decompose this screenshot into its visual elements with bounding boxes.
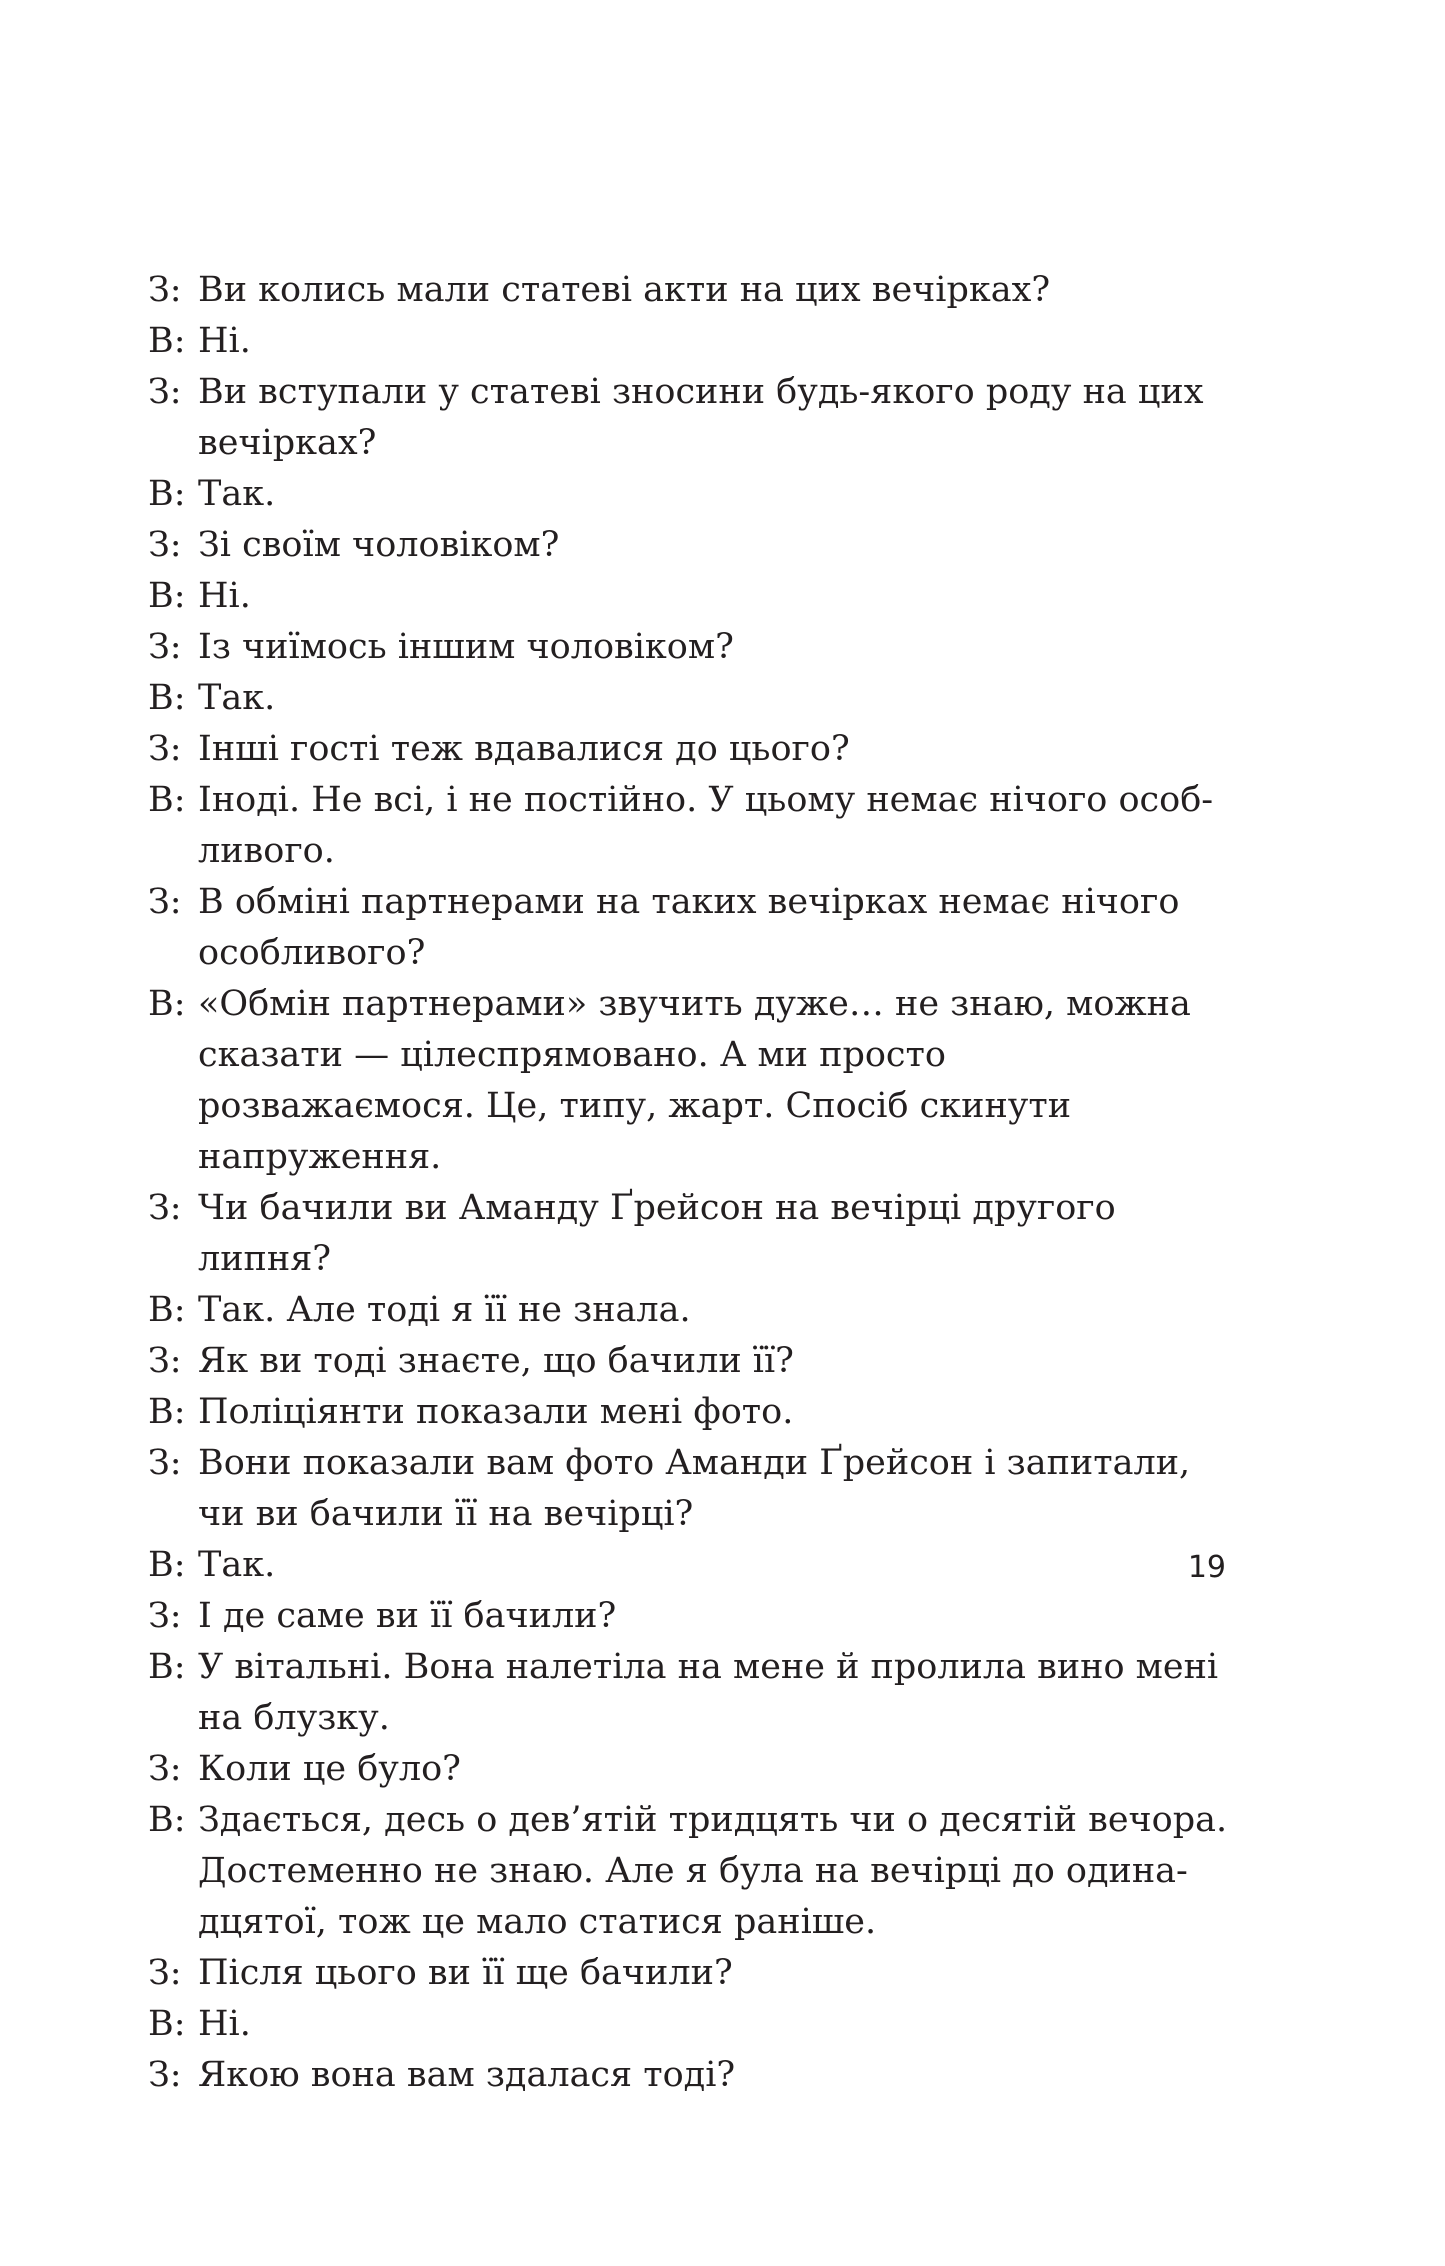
dialogue-line [148, 1948, 1228, 1999]
utterance-text: В обміні партнерами на таких вечірках немає нічого особливого? [198, 882, 1180, 973]
dialogue-line [148, 673, 1228, 724]
dialogue-line [148, 316, 1228, 367]
utterance-text: У вітальні. Вона налетіла на мене й пролила вино мені на блузку. [198, 1647, 1219, 1738]
speaker-label: З: [148, 1953, 182, 1993]
speaker-label: З: [148, 1188, 182, 1228]
utterance-text: Коли це було? [198, 1749, 461, 1789]
speaker-label: В: [148, 780, 186, 820]
dialogue-line [148, 1744, 1228, 1795]
speaker-label: З: [148, 1341, 182, 1381]
utterance-text: Ні. [198, 2004, 251, 2044]
dialogue-line [148, 1336, 1228, 1387]
speaker-label: З: [148, 270, 182, 310]
dialogue-line [148, 775, 1228, 877]
dialogue-line [148, 979, 1228, 1183]
speaker-label: З: [148, 1596, 182, 1636]
speaker-label: З: [148, 2055, 182, 2095]
utterance-text: Ви вступали у статеві зносини будь-якого роду на цих вечірках? [198, 372, 1204, 463]
utterance-text: Інші гості теж вдавалися до цього? [198, 729, 850, 769]
dialogue-line [148, 1438, 1228, 1540]
dialogue-line [148, 2050, 1228, 2101]
dialogue-line [148, 622, 1228, 673]
utterance-text: Поліціянти показали мені фото. [198, 1392, 794, 1432]
speaker-label: З: [148, 627, 182, 667]
speaker-label: В: [148, 1545, 186, 1585]
dialogue-line [148, 1183, 1228, 1285]
dialogue-line [148, 1999, 1228, 2050]
utterance-text: «Обмін партнерами» звучить дуже… не знаю, можна сказати — цілеспрямовано. А ми просто розважаємося. Це, типу, жарт. Спосіб скинути напруження. [198, 984, 1191, 1177]
speaker-label: З: [148, 1443, 182, 1483]
speaker-label: В: [148, 1647, 186, 1687]
utterance-text: Так. [198, 1545, 276, 1585]
dialogue-line [148, 367, 1228, 469]
utterance-text: Із чиїмось іншим чоловіком? [198, 627, 734, 667]
dialogue-line [148, 1795, 1228, 1948]
dialogue-line [148, 877, 1228, 979]
dialogue-line [148, 1285, 1228, 1336]
utterance-text: Якою вона вам здалася тоді? [198, 2055, 736, 2095]
utterance-text: Так. Але тоді я її не знала. [198, 1290, 691, 1330]
utterance-text: Здається, десь о дев’ятій тридцять чи о десятій вечора. Достеменно не знаю. Але я була на вечірці до одинадцятої, тож це мало статися раніше. [198, 1800, 1228, 1942]
speaker-label: В: [148, 1392, 186, 1432]
page-number: 19 [1187, 1550, 1226, 1585]
speaker-label: В: [148, 1800, 186, 1840]
utterance-text: Іноді. Не всі, і не постійно. У цьому немає нічого особливого. [198, 780, 1214, 871]
dialogue-line [148, 1642, 1228, 1744]
dialogue-line [148, 520, 1228, 571]
dialogue-line [148, 724, 1228, 775]
utterance-text: І де саме ви її бачили? [198, 1596, 617, 1636]
speaker-label: З: [148, 882, 182, 922]
utterance-text: Так. [198, 678, 276, 718]
utterance-text: Вони показали вам фото Аманди Ґрейсон і запитали, чи ви бачили її на вечірці? [198, 1443, 1191, 1534]
utterance-text: Ви колись мали статеві акти на цих вечірках? [198, 270, 1051, 310]
dialogue-line [148, 1591, 1228, 1642]
speaker-label: В: [148, 576, 186, 616]
dialogue-line [148, 571, 1228, 622]
utterance-text: Ні. [198, 576, 251, 616]
speaker-label: З: [148, 729, 182, 769]
dialogue-line [148, 265, 1228, 316]
speaker-label: В: [148, 2004, 186, 2044]
speaker-label: З: [148, 525, 182, 565]
speaker-label: В: [148, 474, 186, 514]
dialogue-line [148, 1540, 1228, 1591]
dialogue-transcript [148, 265, 1228, 2101]
speaker-label: В: [148, 1290, 186, 1330]
utterance-text: Після цього ви її ще бачили? [198, 1953, 733, 1993]
speaker-label: В: [148, 984, 186, 1024]
speaker-label: З: [148, 372, 182, 412]
dialogue-line [148, 469, 1228, 520]
utterance-text: Так. [198, 474, 276, 514]
utterance-text: Зі своїм чоловіком? [198, 525, 560, 565]
speaker-label: В: [148, 678, 186, 718]
utterance-text: Як ви тоді знаєте, що бачили її? [198, 1341, 794, 1381]
speaker-label: В: [148, 321, 186, 361]
utterance-text: Ні. [198, 321, 251, 361]
dialogue-line [148, 1387, 1228, 1438]
utterance-text: Чи бачили ви Аманду Ґрейсон на вечірці другого липня? [198, 1188, 1116, 1279]
speaker-label: З: [148, 1749, 182, 1789]
